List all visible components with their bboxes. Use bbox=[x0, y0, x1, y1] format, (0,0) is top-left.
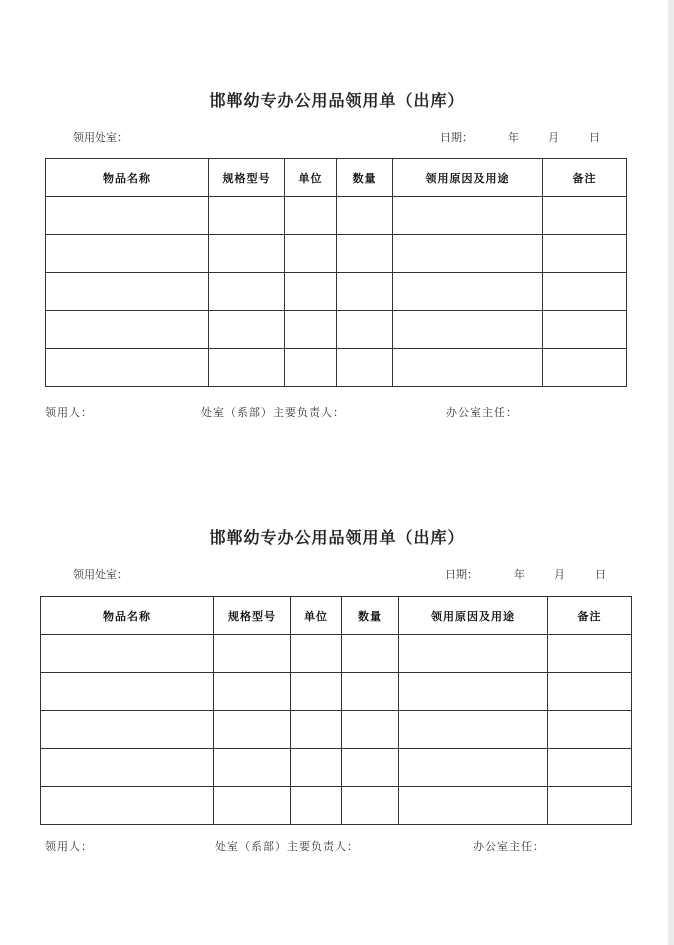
month-label: 月 bbox=[554, 568, 565, 581]
table-row bbox=[41, 635, 632, 673]
date-label: 日期： bbox=[445, 568, 478, 581]
table-cell[interactable] bbox=[41, 787, 214, 825]
year-label: 年 bbox=[508, 131, 519, 144]
column-header-quantity: 数量 bbox=[342, 597, 399, 635]
table-cell[interactable] bbox=[209, 273, 285, 311]
table-cell[interactable] bbox=[46, 197, 209, 235]
items-table bbox=[40, 596, 632, 825]
table-cell[interactable] bbox=[46, 311, 209, 349]
table-row bbox=[46, 235, 627, 273]
table-cell[interactable] bbox=[399, 787, 548, 825]
table-row bbox=[46, 197, 627, 235]
table-cell[interactable] bbox=[337, 197, 393, 235]
table-cell[interactable] bbox=[337, 235, 393, 273]
column-header-remarks: 备注 bbox=[548, 597, 632, 635]
form-title: 邯郸幼专办公用品领用单（出库） bbox=[209, 91, 465, 110]
table-cell[interactable] bbox=[342, 711, 399, 749]
department-label: 领用处室： bbox=[73, 131, 128, 144]
table-cell[interactable] bbox=[543, 311, 627, 349]
table-row bbox=[46, 349, 627, 387]
table-cell[interactable] bbox=[285, 273, 337, 311]
recipient-label: 领用人： bbox=[45, 406, 93, 419]
table-header-row bbox=[46, 159, 627, 197]
column-header-spec-model: 规格型号 bbox=[209, 159, 285, 197]
table-cell[interactable] bbox=[399, 635, 548, 673]
department-head-label: 处室（系部）主要负责人： bbox=[215, 840, 359, 853]
office-director-label: 办公室主任： bbox=[473, 840, 545, 853]
day-label: 日 bbox=[595, 568, 606, 581]
table-cell[interactable] bbox=[393, 235, 543, 273]
table-cell[interactable] bbox=[291, 749, 342, 787]
table-cell[interactable] bbox=[214, 711, 291, 749]
table-cell[interactable] bbox=[291, 711, 342, 749]
date-label: 日期： bbox=[440, 131, 473, 144]
column-header-purpose: 领用原因及用途 bbox=[393, 159, 543, 197]
table-cell[interactable] bbox=[399, 711, 548, 749]
table-row bbox=[41, 787, 632, 825]
table-cell[interactable] bbox=[342, 749, 399, 787]
table-cell[interactable] bbox=[46, 349, 209, 387]
table-cell[interactable] bbox=[548, 749, 632, 787]
table-cell[interactable] bbox=[41, 749, 214, 787]
table-row bbox=[41, 673, 632, 711]
table-cell[interactable] bbox=[342, 635, 399, 673]
form-title: 邯郸幼专办公用品领用单（出库） bbox=[209, 528, 465, 547]
table-cell[interactable] bbox=[291, 787, 342, 825]
recipient-label: 领用人： bbox=[45, 840, 93, 853]
table-cell[interactable] bbox=[209, 311, 285, 349]
table-row bbox=[46, 273, 627, 311]
department-head-label: 处室（系部）主要负责人： bbox=[201, 406, 345, 419]
table-cell[interactable] bbox=[291, 673, 342, 711]
table-cell[interactable] bbox=[543, 273, 627, 311]
day-label: 日 bbox=[589, 131, 600, 144]
table-cell[interactable] bbox=[209, 235, 285, 273]
table-cell[interactable] bbox=[337, 311, 393, 349]
column-header-unit: 单位 bbox=[291, 597, 342, 635]
table-cell[interactable] bbox=[543, 197, 627, 235]
table-header-row bbox=[41, 597, 632, 635]
table-cell[interactable] bbox=[548, 673, 632, 711]
table-cell[interactable] bbox=[291, 635, 342, 673]
items-table bbox=[45, 158, 627, 387]
table-cell[interactable] bbox=[399, 749, 548, 787]
column-header-item-name: 物品名称 bbox=[46, 159, 209, 197]
column-header-quantity: 数量 bbox=[337, 159, 393, 197]
table-cell[interactable] bbox=[41, 711, 214, 749]
table-cell[interactable] bbox=[548, 787, 632, 825]
table-cell[interactable] bbox=[285, 197, 337, 235]
table-cell[interactable] bbox=[548, 711, 632, 749]
table-cell[interactable] bbox=[41, 635, 214, 673]
table-cell[interactable] bbox=[393, 311, 543, 349]
table-cell[interactable] bbox=[548, 635, 632, 673]
table-cell[interactable] bbox=[337, 349, 393, 387]
office-director-label: 办公室主任： bbox=[446, 406, 518, 419]
table-cell[interactable] bbox=[285, 235, 337, 273]
column-header-item-name: 物品名称 bbox=[41, 597, 214, 635]
department-label: 领用处室： bbox=[73, 568, 128, 581]
year-label: 年 bbox=[514, 568, 525, 581]
table-cell[interactable] bbox=[214, 673, 291, 711]
column-header-unit: 单位 bbox=[285, 159, 337, 197]
scrollbar-track[interactable] bbox=[668, 0, 674, 945]
table-row bbox=[41, 711, 632, 749]
column-header-spec-model: 规格型号 bbox=[214, 597, 291, 635]
table-cell[interactable] bbox=[285, 349, 337, 387]
table-row bbox=[46, 311, 627, 349]
table-cell[interactable] bbox=[543, 235, 627, 273]
table-cell[interactable] bbox=[337, 273, 393, 311]
table-cell[interactable] bbox=[214, 749, 291, 787]
table-cell[interactable] bbox=[285, 311, 337, 349]
table-cell[interactable] bbox=[214, 787, 291, 825]
table-cell[interactable] bbox=[543, 349, 627, 387]
table-cell[interactable] bbox=[209, 349, 285, 387]
table-cell[interactable] bbox=[46, 235, 209, 273]
table-cell[interactable] bbox=[46, 273, 209, 311]
table-cell[interactable] bbox=[399, 673, 548, 711]
table-cell[interactable] bbox=[393, 273, 543, 311]
table-cell[interactable] bbox=[342, 787, 399, 825]
table-cell[interactable] bbox=[41, 673, 214, 711]
table-cell[interactable] bbox=[214, 635, 291, 673]
column-header-remarks: 备注 bbox=[543, 159, 627, 197]
month-label: 月 bbox=[548, 131, 559, 144]
table-row bbox=[41, 749, 632, 787]
table-cell[interactable] bbox=[393, 349, 543, 387]
table-cell[interactable] bbox=[209, 197, 285, 235]
column-header-purpose: 领用原因及用途 bbox=[399, 597, 548, 635]
table-cell[interactable] bbox=[393, 197, 543, 235]
table-cell[interactable] bbox=[342, 673, 399, 711]
